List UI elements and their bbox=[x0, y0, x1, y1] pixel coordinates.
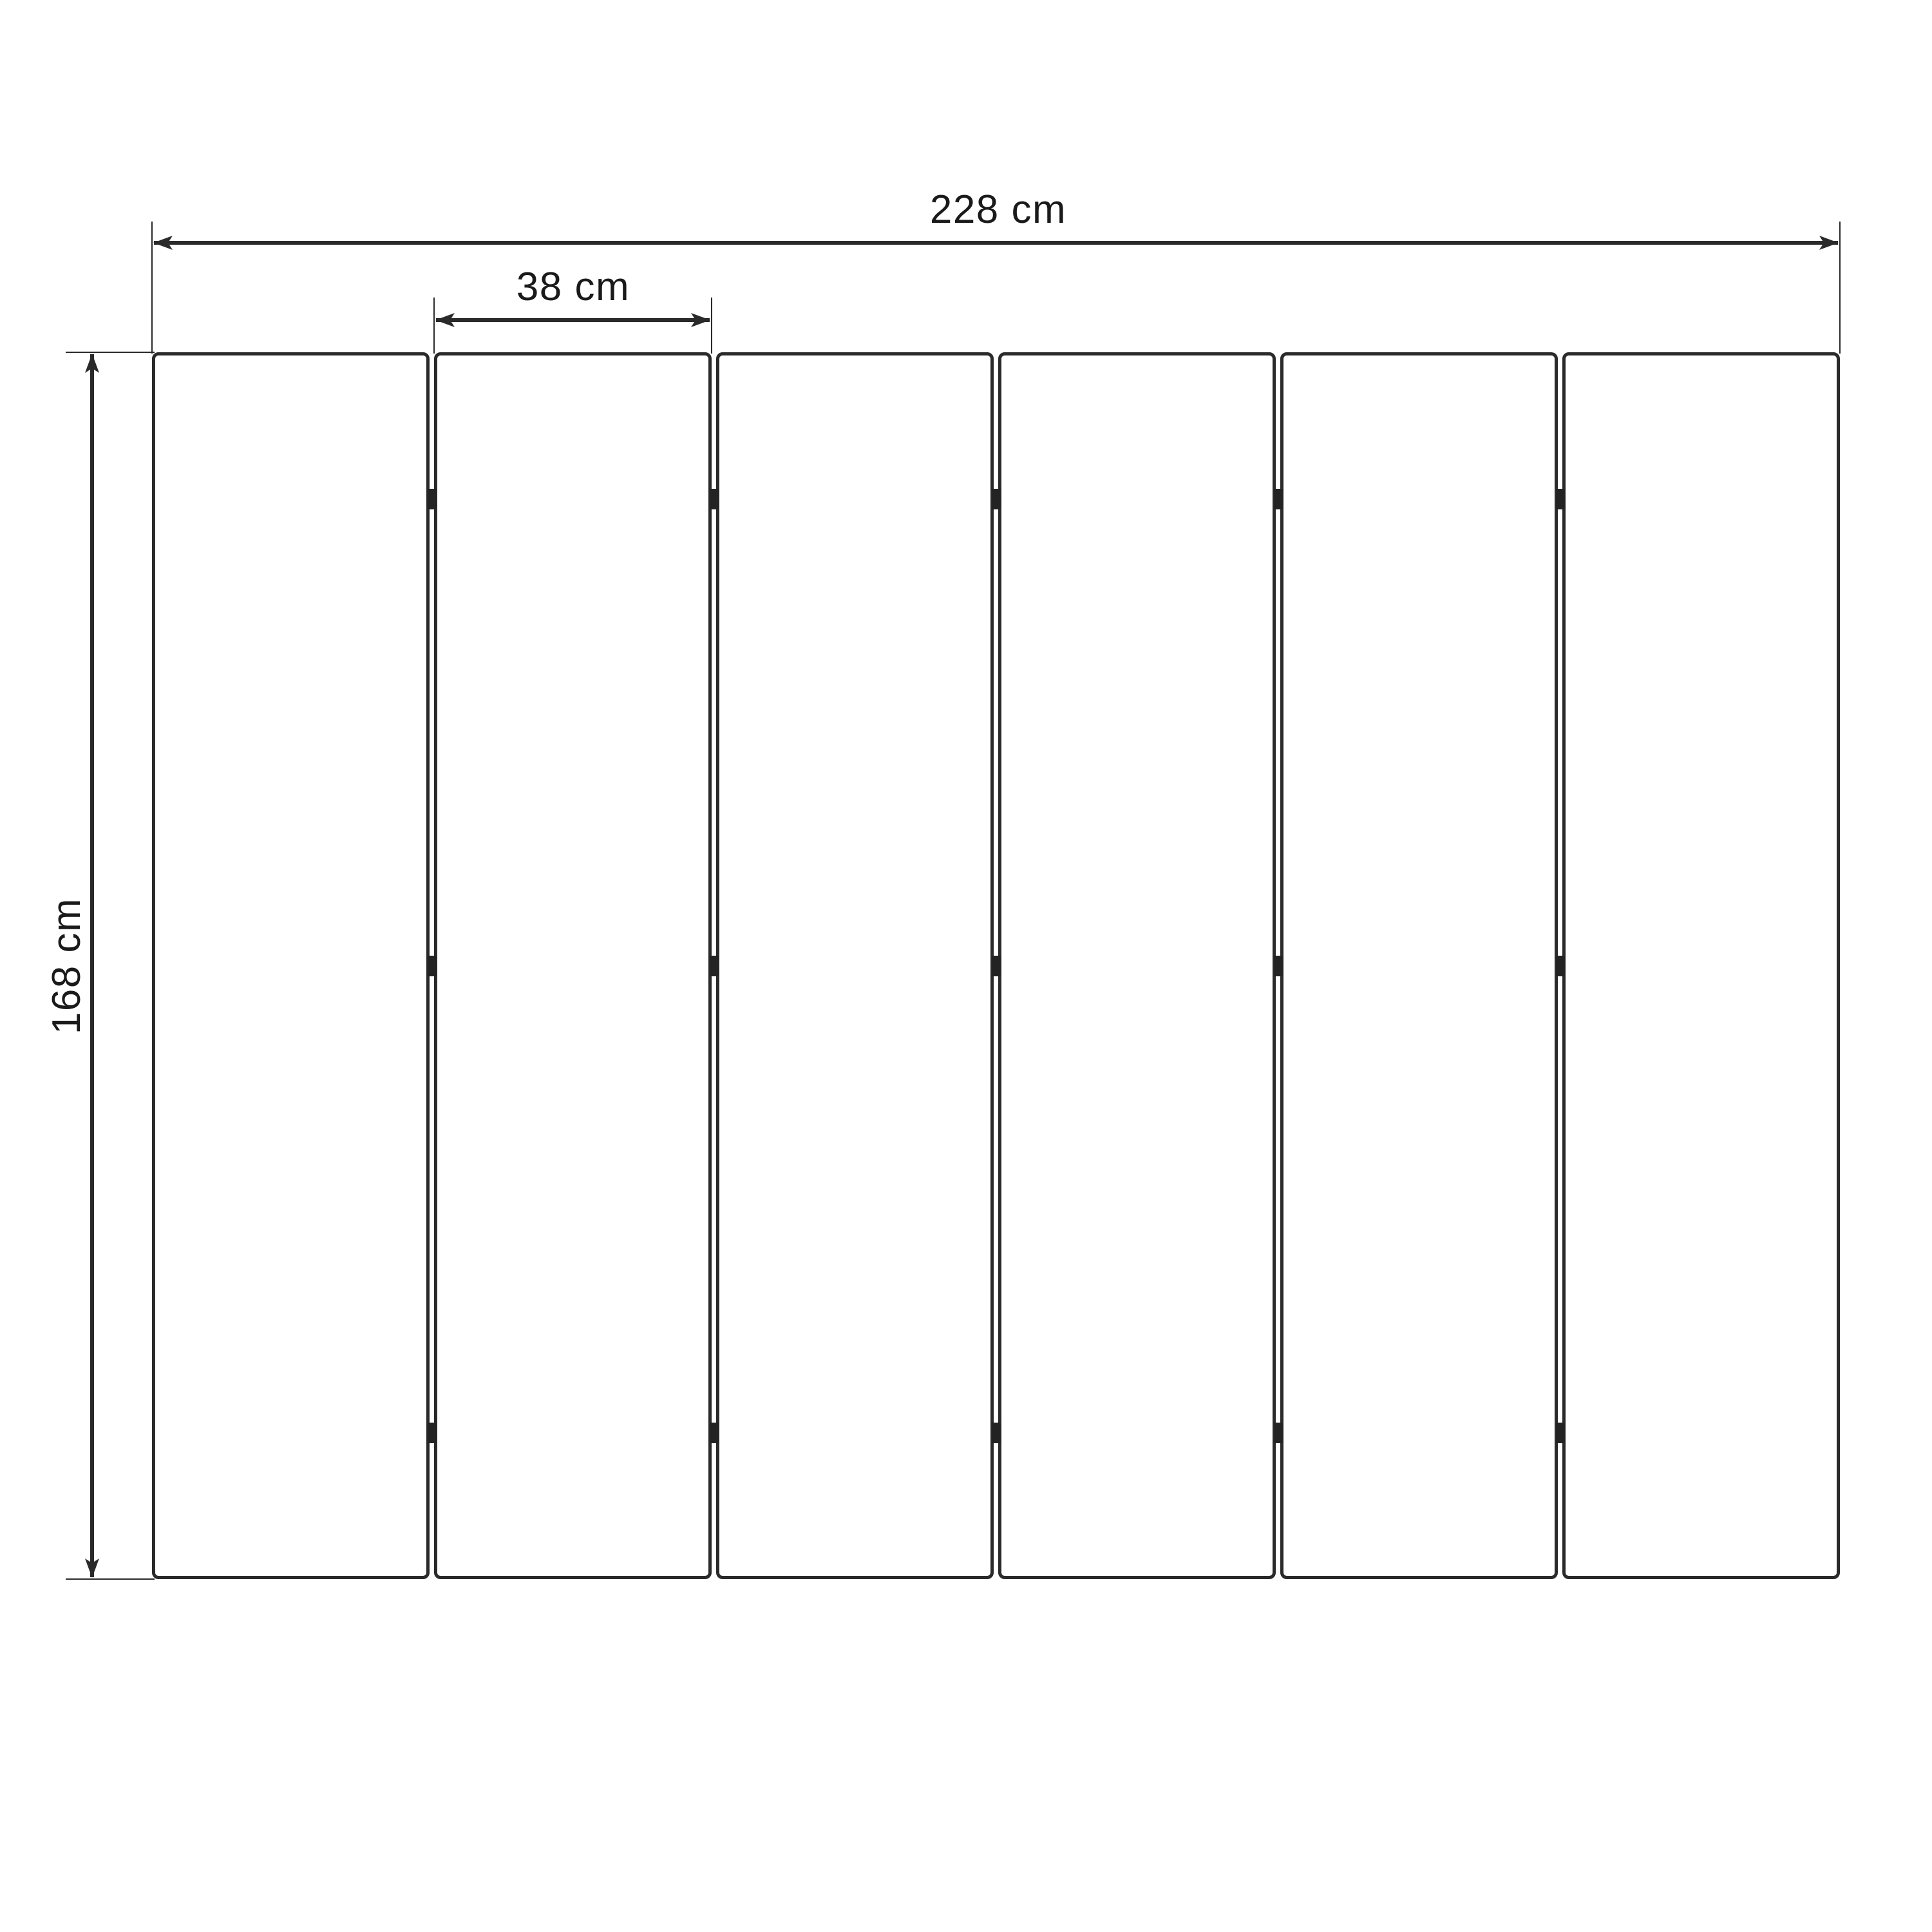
panel-width-dimension-label: 38 cm bbox=[516, 265, 630, 309]
hinge-mark-joint3-2 bbox=[992, 956, 1001, 976]
hinge-mark-joint3-1 bbox=[992, 489, 1001, 509]
hinge-mark-joint2-1 bbox=[710, 489, 719, 509]
hinge-mark-joint4-1 bbox=[1274, 489, 1283, 509]
hinge-mark-joint5-3 bbox=[1556, 1423, 1565, 1443]
hinge-mark-joint1-3 bbox=[428, 1423, 437, 1443]
hinge-mark-joint1-2 bbox=[428, 956, 437, 976]
hinge-mark-joint5-2 bbox=[1556, 956, 1565, 976]
hinge-mark-joint5-1 bbox=[1556, 489, 1565, 509]
height-dimension-label: 168 cm bbox=[44, 897, 89, 1035]
total-width-dimension-label: 228 cm bbox=[929, 187, 1067, 232]
hinge-mark-joint2-3 bbox=[710, 1423, 719, 1443]
hinge-mark-joint4-2 bbox=[1274, 956, 1283, 976]
hinge-mark-joint3-3 bbox=[992, 1423, 1001, 1443]
hinge-mark-joint4-3 bbox=[1274, 1423, 1283, 1443]
hinge-mark-joint2-2 bbox=[710, 956, 719, 976]
hinge-mark-joint1-1 bbox=[428, 489, 437, 509]
